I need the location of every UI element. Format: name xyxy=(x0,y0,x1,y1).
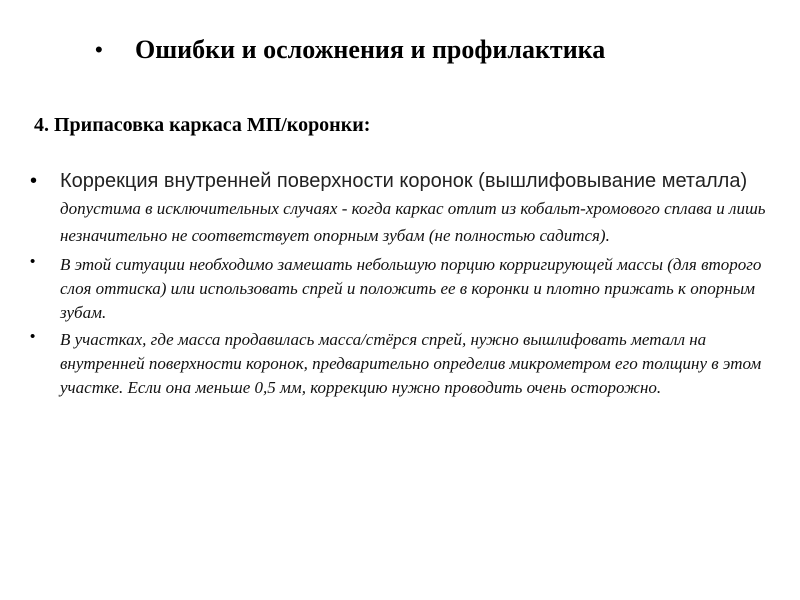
list-item xyxy=(30,168,780,249)
list-item-text: допустима в исключительных случаях - когда каркас отлит из кобальт-хромового сплава и лишь незначительно не соответствует опорным зубам (не полностью садится). xyxy=(60,199,766,245)
bullet-icon: • xyxy=(30,253,36,270)
section-subtitle: 4. Припасовка каркаса МП/коронки: xyxy=(34,114,371,136)
list-item xyxy=(30,328,780,400)
bullet-list xyxy=(30,168,780,400)
title-row xyxy=(95,30,605,70)
title-bullet-icon: • xyxy=(95,37,103,62)
slide-title: Ошибки и осложнения и профилактика xyxy=(135,35,606,64)
list-item-paragraph xyxy=(60,168,780,249)
bullet-icon: • xyxy=(30,170,38,192)
bullet-icon: • xyxy=(30,328,36,345)
list-item-text: В участках, где масса продавилась масса/стёрся спрей, нужно вышлифовать металл на внутренней поверхности коронок, предварительно определив микрометром его толщину в этом участке. Если она меньше 0,5 мм, коррекцию нужно проводить очень осторожно. xyxy=(60,330,762,397)
list-item-text: В этой ситуации необходимо замешать небольшую порцию корригирующей массы (для второго слоя оттиска) или использовать спрей и положить ее в коронки и плотно прижать к опорным зубам. xyxy=(60,255,762,322)
list-item-lead-text: Коррекция внутренней поверхности коронок (вышлифовывание металла) xyxy=(60,170,748,192)
list-item xyxy=(30,253,780,325)
